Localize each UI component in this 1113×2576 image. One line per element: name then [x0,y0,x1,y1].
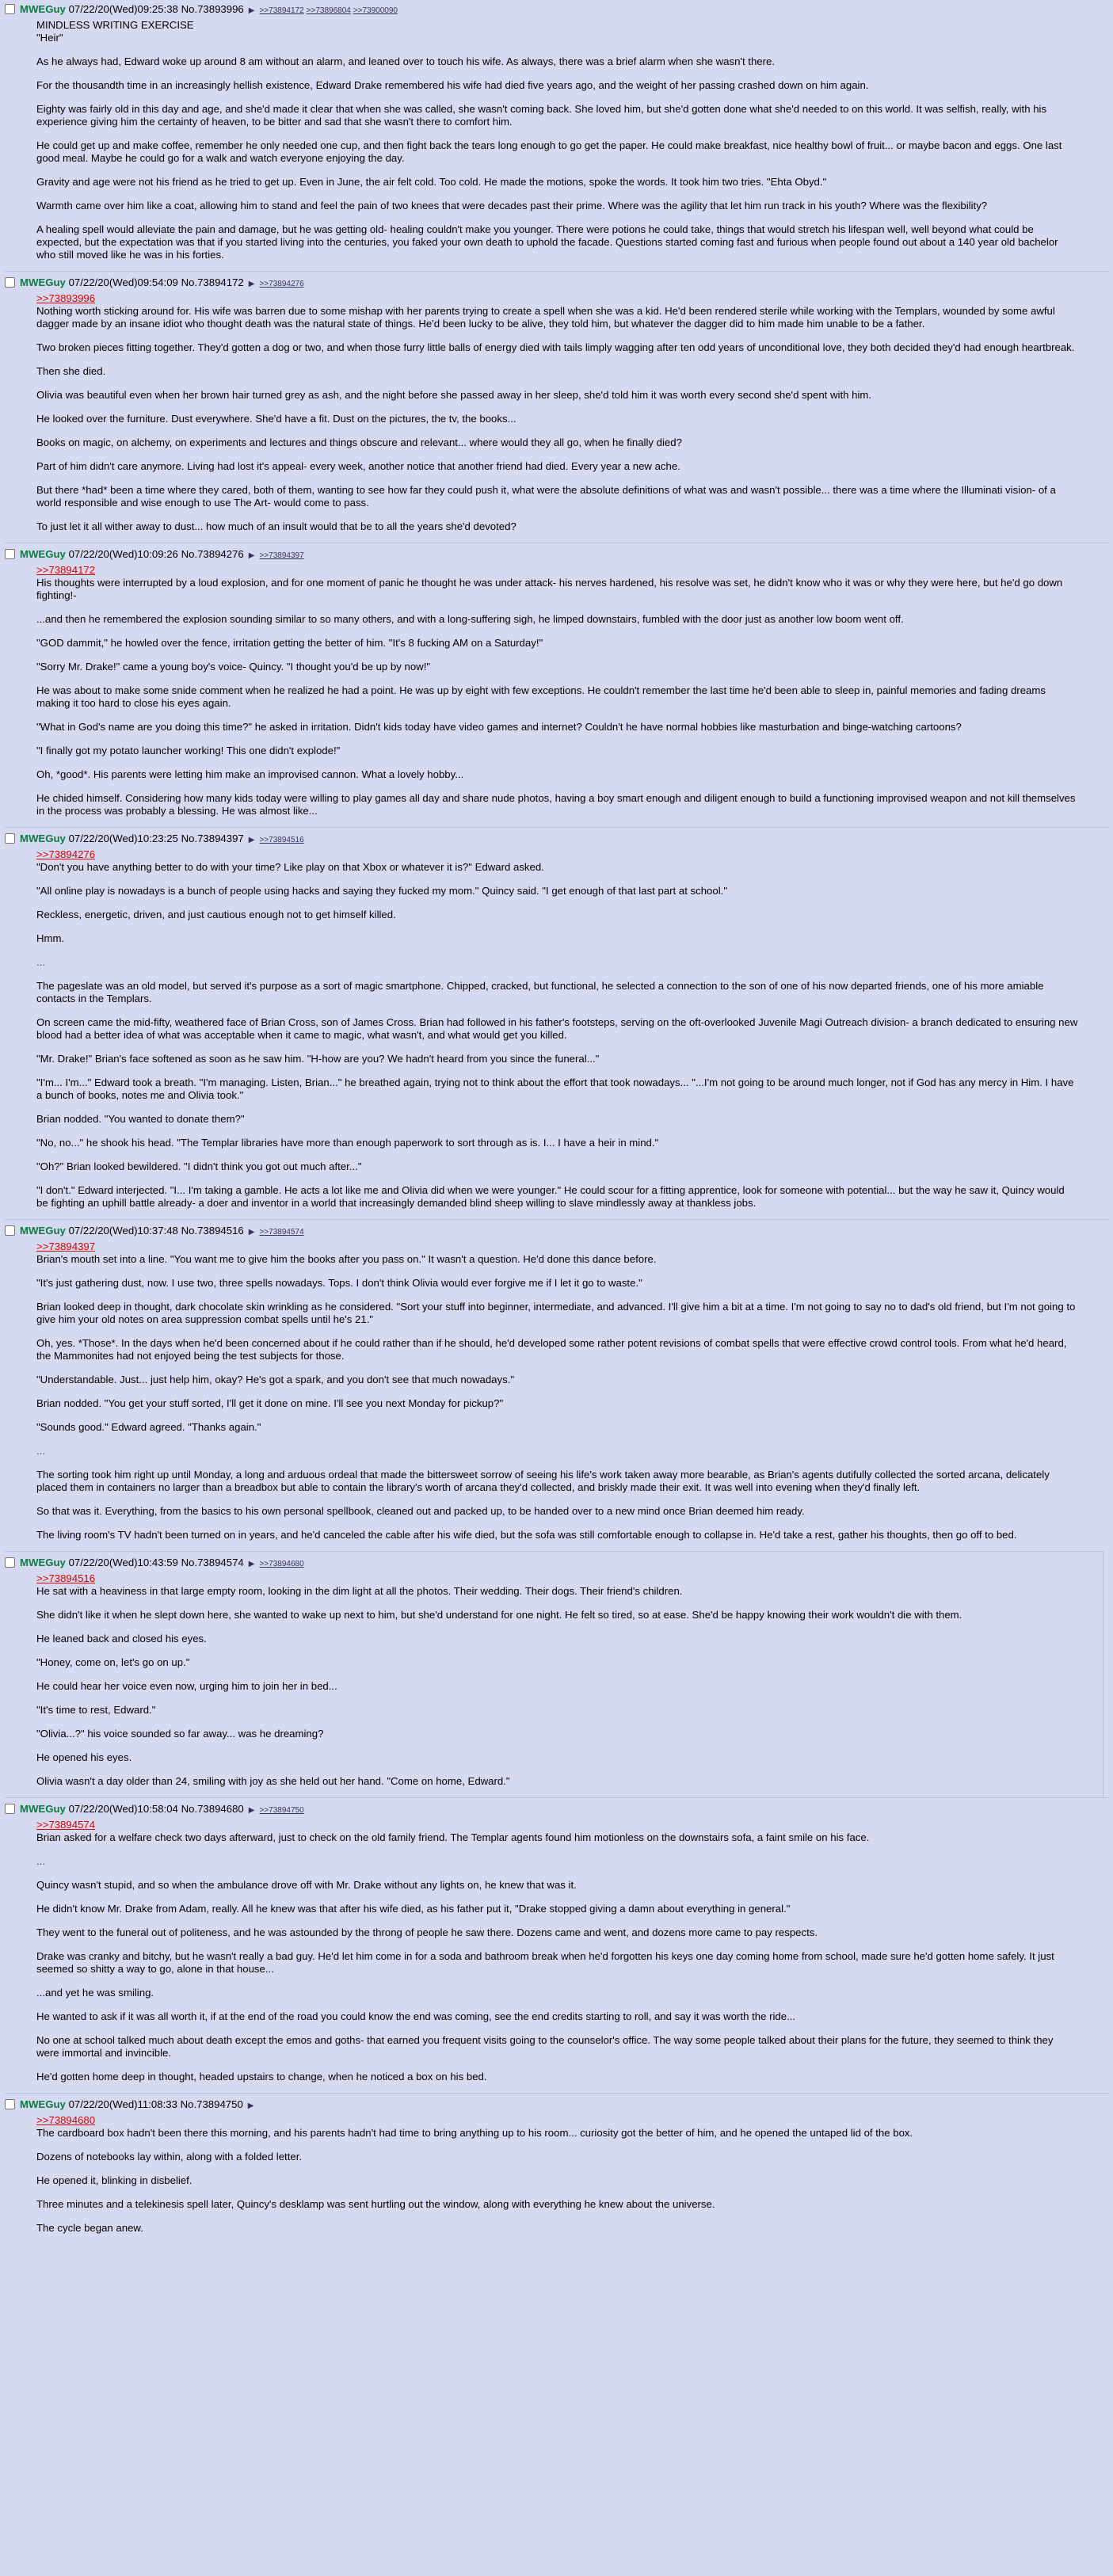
post-info [5,2097,1110,2113]
post-message [36,291,1078,533]
paragraph: Brian nodded. "You wanted to donate them?" [36,1113,245,1125]
post-message [36,1817,1078,2083]
poster-name: MWEGuy [20,3,66,15]
triangle-right-icon[interactable]: ▶ [248,836,255,844]
poster-name: MWEGuy [20,548,66,560]
message-line: MINDLESS WRITING EXERCISE [36,19,194,31]
paragraph: Olivia wasn't a day older than 24, smiling with joy as she held out her hand. "Come on home, Edward." [36,1775,510,1787]
scene-break: ... [36,956,45,968]
backlink[interactable]: >>73894397 [259,551,304,560]
reply-post [5,1219,1110,1551]
paragraph: He leaned back and closed his eyes. [36,1633,207,1644]
paragraph: "Olivia...?" his voice sounded so far away... was he dreaming? [36,1728,324,1740]
reply-post [5,271,1110,543]
paragraph: "It's just gathering dust, now. I use two, three spells nowadays. Tops. I don't think Olivia would ever forgive me if I let it go to waste." [36,1277,642,1289]
paragraph: The cardboard box hadn't been there this morning, and his parents hadn't had time to bring anything up to his room... curiosity got the better of him, and he opened the untaped lid of the box. [36,2127,913,2139]
reply-post [5,827,1110,1219]
paragraph: "Understandable. Just... just help him, okay? He's got a spark, and you don't see that much nowadays." [36,1374,515,1385]
quote-link[interactable]: >>73893996 [36,292,96,304]
paragraph: "I'm... I'm..." Edward took a breath. "I'm managing. Listen, Brian..." he breathed again, trying not to think about the effort that took nowadays... "...I'm not going to be around much longer, not if God has any mercy in Him. I have a bunch of books, notes me and Olivia took." [36,1077,1074,1101]
paragraph: "Don't you have anything better to do with your time? Like play on that Xbox or whatever it is?" Edward asked. [36,861,544,873]
triangle-right-icon[interactable]: ▶ [248,6,255,15]
post-number-link[interactable]: No.73894397 [181,833,244,844]
paragraph: Eighty was fairly old in this day and age, and she'd made it clear that when she was called, she wasn't coming back. She loved him, but she'd gotten done what she'd needed to on this world. It was selfish, really, with his experience giving him the certainty of heaven, to be bitter and sad that she wasn't there to comfort him. [36,103,1047,128]
paragraph: Books on magic, on alchemy, on experiments and lectures and things obscure and relevant... where would they all go, when he finally died? [36,436,682,448]
paragraph: "Honey, come on, let's go on up." [36,1656,190,1668]
poster-name: MWEGuy [20,833,66,844]
checkbox-icon[interactable] [5,4,15,14]
checkbox-icon[interactable] [5,833,15,844]
post-info [5,547,1110,562]
poster-name: MWEGuy [20,276,66,288]
post-datetime: 07/22/20(Wed)09:25:38 [68,3,178,15]
post-message [36,562,1078,817]
paragraph: Gravity and age were not his friend as he tried to get up. Even in June, the air felt cold. Too cold. He made the motions, spoke the words. It took him two tries. "Ehta Obyd." [36,176,827,188]
paragraph: He was about to make some snide comment when he realized he had a point. He was up by eight with few exceptions. He couldn't remember the last time he'd been able to sleep in, painful memories and fading dreams making it too hard to close his eyes again. [36,684,1046,709]
triangle-right-icon[interactable]: ▶ [248,1228,255,1237]
post-datetime: 07/22/20(Wed)09:54:09 [68,276,178,288]
paragraph: "All online play is nowadays is a bunch of people using hacks and saying they fucked my mom." Quincy said. "I get enough of that last part at school." [36,885,728,897]
paragraph: He opened his eyes. [36,1751,132,1763]
checkbox-icon[interactable] [5,1804,15,1814]
paragraph: Quincy wasn't stupid, and so when the ambulance drove off with Mr. Drake without any lights on, he knew that was it. [36,1879,577,1891]
quote-link[interactable]: >>73894574 [36,1819,96,1831]
paragraph: ...and then he remembered the explosion sounding similar to so many others, and with a long-suffering sigh, he limped downstairs, fumbled with the door just as another low boom went off. [36,613,904,625]
paragraph: Nothing worth sticking around for. His wife was barren due to some mishap with her parents trying to create a spell when she was a kid. He'd been rendered sterile while working with the Templars, wounded by some awful dagger made by an insane idiot who thought death was the natural state of things. He'd been lucky to be alive, they told him, but whatever the dagger did to him made him unable to be a father. [36,305,1055,330]
paragraph: Brian looked deep in thought, dark chocolate skin wrinkling as he considered. "Sort your stuff into beginner, intermediate, and advanced. I'll give him a bit at a time. I'm not going to say no to dad's old friend, but I'm not going to give him your old notes on area suppression combat spells until he's 21." [36,1301,1076,1325]
paragraph: Hmm. [36,932,65,944]
backlink[interactable]: >>73894680 [259,1560,304,1568]
paragraph: No one at school talked much about death except the emos and goths- that earned you frequent visits going to the counselor's office. The way some people talked about their plans for the future, they seemed to think they were immortal and invincible. [36,2034,1054,2059]
checkbox-icon[interactable] [5,2099,15,2109]
paragraph: He could get up and make coffee, remember he only needed one cup, and then fight back the tears long enough to go get the paper. He could make breakfast, nice healthy bowl of fruit... or maybe bacon and eggs. One last good meal. Maybe he could go for a walk and watch everyone enjoying the day. [36,139,1062,164]
post-info [5,1801,1110,1817]
poster-name: MWEGuy [20,2098,66,2110]
poster-name: MWEGuy [20,1557,66,1568]
post-number-link[interactable]: No.73893996 [181,3,244,15]
post-info [5,1223,1110,1239]
paragraph: "Oh?" Brian looked bewildered. "I didn't think you got out much after..." [36,1160,362,1172]
paragraph: "It's time to rest, Edward." [36,1704,156,1716]
backlink[interactable]: >>73894276 [259,280,304,288]
paragraph: "No, no..." he shook his head. "The Templar libraries have more than enough paperwork to sort through as is. I... I have a heir in mind." [36,1137,659,1149]
post-number-link[interactable]: No.73894276 [181,548,244,560]
paragraph: He sat with a heaviness in that large empty room, looking in the dim light at all the photos. Their wedding. Their dogs. Their friend's children. [36,1585,683,1597]
backlink[interactable]: >>73894750 [259,1806,304,1815]
backlink[interactable]: >>73894574 [259,1228,304,1237]
paragraph: He didn't know Mr. Drake from Adam, really. All he knew was that after his wife died, as his father put it, "Drake stopped giving a damn about everything in general." [36,1903,791,1915]
paragraph: "Mr. Drake!" Brian's face softened as soon as he saw him. "H-how are you? We hadn't heard from you since the funeral..." [36,1053,600,1065]
paragraph: "Sorry Mr. Drake!" came a young boy's voice- Quincy. "I thought you'd be up by now!" [36,661,431,673]
paragraph: They went to the funeral out of politeness, and he was astounded by the throng of people he saw there. Dozens came and went, and dozens more came to pay respects. [36,1926,818,1938]
paragraph: To just let it all wither away to dust... how much of an insult would that be to all the years she'd devoted? [36,520,516,532]
op-post [5,2,1110,271]
paragraph: "I don't." Edward interjected. "I... I'm taking a gamble. He acts a lot like me and Olivia did when we were younger." He could scour for a fitting apprentice, look for someone with potential... but the way he saw it, Quincy would be fighting an uphill battle already- a doer and inventor in a world that increasingly demanded blind sheep willing to slave mindlessly away at thankless jobs. [36,1184,1065,1209]
triangle-right-icon[interactable]: ▶ [248,551,255,560]
triangle-right-icon[interactable]: ▶ [247,2102,254,2110]
triangle-right-icon[interactable]: ▶ [248,1806,255,1815]
checkbox-icon[interactable] [5,1557,15,1568]
paragraph: "Sounds good." Edward agreed. "Thanks again." [36,1421,261,1433]
quote-link[interactable]: >>73894276 [36,848,96,860]
checkbox-icon[interactable] [5,549,15,559]
paragraph: He'd gotten home deep in thought, headed upstairs to change, when he noticed a box on his bed. [36,2071,487,2083]
post-message [36,847,1078,1210]
paragraph: His thoughts were interrupted by a loud explosion, and for one moment of panic he thought he was under attack- his nerves hardened, his resolve was set, he didn't know who it was or why they were here, but he'd go down fighting!- [36,577,1063,601]
paragraph: A healing spell would alleviate the pain and damage, but he was getting old- healing couldn't make you younger. There were potions he could take, things that would stretch his lifespan well, well beyond what could be expected, but the expectation was that if you started living into the centuries, you faked your own death to uphold the facade. Questions started coming fast and furious when people found out about a 140 year old bachelor who still moved like he was in his forties. [36,223,1058,261]
quote-link[interactable]: >>73894516 [36,1572,96,1584]
paragraph: On screen came the mid-fifty, weathered face of Brian Cross, son of James Cross. Brian had followed in his father's footsteps, serving on the oft-overlooked Juvenile Magi Outreach division- a branch dedicated to ensuring new blood had a better idea of what was acceptable when it came to magic, what wasn't, and what would get you killed. [36,1016,1078,1041]
paragraph: Reckless, energetic, driven, and just cautious enough not to get himself killed. [36,909,396,920]
scene-break: ... [36,1855,45,1867]
paragraph: Brian nodded. "You get your stuff sorted, I'll get it done on mine. I'll see you next Monday for pickup?" [36,1397,504,1409]
post-message [36,1239,1078,1541]
post-datetime: 07/22/20(Wed)10:37:48 [68,1225,178,1237]
paragraph: Three minutes and a telekinesis spell later, Quincy's desklamp was sent hurtling out the window, along with everything he knew about the universe. [36,2198,715,2210]
post-datetime: 07/22/20(Wed)11:08:33 [68,2098,177,2110]
paragraph: "I finally got my potato launcher working! This one didn't explode!" [36,745,341,756]
paragraph: He opened it, blinking in disbelief. [36,2174,192,2186]
backlink[interactable]: >>73896804 [306,6,351,15]
paragraph: Olivia was beautiful even when her brown hair turned grey as ash, and the night before she passed away in her sleep, she'd told him it was worth every second she'd spent with him. [36,389,872,401]
paragraph: Drake was cranky and bitchy, but he wasn't really a bad guy. He'd let him come in for a soda and bathroom break when he'd forgotten his keys one day coming home from school, made sure he'd gotten home safely. It just seemed so shitty a way to go, alone in that house... [36,1950,1054,1975]
paragraph: Part of him didn't care anymore. Living had lost it's appeal- every week, another notice that another friend had died. Every year a new ache. [36,460,680,472]
paragraph: The sorting took him right up until Monday, a long and arduous ordeal that made the bittersweet sorrow of seeing his life's work taken away more bearable, as Brian's agents dutifully collected the sorted arcana, delicately placed them in containers no larger than a breadbox but able to contain the library's worth of arcana they'd collected, and briskly made their exit. It was well into evening when they'd finally left. [36,1469,1050,1493]
checkbox-icon[interactable] [5,277,15,288]
post-datetime: 07/22/20(Wed)10:43:59 [68,1557,178,1568]
paragraph: He looked over the furniture. Dust everywhere. She'd have a fit. Dust on the pictures, the tv, the books... [36,413,516,425]
paragraph: Oh, *good*. His parents were letting him make an improvised cannon. What a lovely hobby... [36,768,464,780]
paragraph: Warmth came over him like a coat, allowing him to stand and feel the pain of two knees that were decades past their prime. Where was the agility that let him run track in his youth? Where was the flexibility? [36,200,988,211]
reply-post [5,1551,1103,1797]
paragraph: He chided himself. Considering how many kids today were willing to play games all day and share nude photos, having a boy smart enough and diligent enough to build a functioning improvised weapon and not kill themselves in the process was probably a blessing. He was almost like... [36,792,1076,817]
post-number-link[interactable]: No.73894750 [180,2098,243,2110]
reply-post [5,543,1110,827]
backlink[interactable]: >>73894516 [259,836,304,844]
paragraph: ...and yet he was smiling. [36,1987,154,1999]
paragraph: Brian's mouth set into a line. "You want me to give him the books after you pass on." It wasn't a question. He'd done this dance before. [36,1253,657,1265]
paragraph: So that was it. Everything, from the basics to his own personal spellbook, cleaned out and packed up, to be handed over to a new mind once Brian deemed him ready. [36,1505,805,1517]
reply-post [5,2093,1110,2244]
paragraph: Two broken pieces fitting together. They'd gotten a dog or two, and when those furry little balls of energy died with tails limply wagging after ten odd years of unconditional love, they both decided they'd had enough heartbreak. [36,341,1075,353]
message-line: "Heir" [36,32,63,44]
paragraph: "What in God's name are you doing this time?" he asked in irritation. Didn't kids today have video games and internet? Couldn't he have normal hobbies like masturbation and binge-watching cartoons? [36,721,962,733]
paragraph: The living room's TV hadn't been turned on in years, and he'd canceled the cable after his wife died, but the sofa was still comfortable enough to collapse in. He'd take a rest, gather his thoughts, then go off to bed. [36,1529,1017,1541]
quote-link[interactable]: >>73894172 [36,564,96,576]
paragraph: Then she died. [36,365,106,377]
post-datetime: 07/22/20(Wed)10:23:25 [68,833,178,844]
post-info [5,2,1110,17]
paragraph: As he always had, Edward woke up around 8 am without an alarm, and leaned over to touch his wife. As always, there was a brief alarm when she wasn't there. [36,55,776,67]
backlink[interactable]: >>73894172 [259,6,304,15]
post-message [36,17,1078,261]
post-datetime: 07/22/20(Wed)10:09:26 [68,548,178,560]
triangle-right-icon[interactable]: ▶ [248,1560,255,1568]
post-number-link[interactable]: No.73894172 [181,276,244,288]
poster-name: MWEGuy [20,1225,66,1237]
paragraph: He wanted to ask if it was all worth it, if at the end of the road you could know the end was coming, see the end credits starting to roll, and say it was worth the ride... [36,2010,796,2022]
paragraph: He could hear her voice even now, urging him to join her in bed... [36,1680,337,1692]
triangle-right-icon[interactable]: ▶ [248,280,255,288]
paragraph: Dozens of notebooks lay within, along with a folded letter. [36,2151,303,2163]
poster-name: MWEGuy [20,1803,66,1815]
post-info [5,275,1110,291]
post-number-link[interactable]: No.73894574 [181,1557,244,1568]
paragraph: She didn't like it when he slept down here, she wanted to wake up next to him, but she'd understand for one night. He felt so tired, so at ease. She'd be happy knowing their work wouldn't die with them. [36,1609,962,1621]
paragraph: The cycle began anew. [36,2222,143,2234]
quote-link[interactable]: >>73894397 [36,1240,96,1252]
quote-link[interactable]: >>73894680 [36,2114,96,2126]
backlink[interactable]: >>73900090 [353,6,398,15]
paragraph: Oh, yes. *Those*. In the days when he'd been concerned about if he could rather than if he should, he'd developed some rather potent revisions of combat spells that were effective crowd control tools. From what he'd heard, the Mammonites had not enjoyed being the test subjects for those. [36,1337,1067,1362]
paragraph: "GOD dammit," he howled over the fence, irritation getting the better of him. "It's 8 fucking AM on a Saturday!" [36,637,543,649]
checkbox-icon[interactable] [5,1225,15,1236]
post-info [5,831,1110,847]
paragraph: Brian asked for a welfare check two days afterward, just to check on the old family friend. The Templar agents found him motionless on the downstairs sofa, a faint smile on his face. [36,1831,870,1843]
reply-post [5,1797,1110,2093]
post-number-link[interactable]: No.73894680 [181,1803,244,1815]
paragraph: For the thousandth time in an increasingly hellish existence, Edward Drake remembered his wife had died five years ago, and the weight of her passing crashed down on him again. [36,79,869,91]
paragraph: But there *had* been a time where they cared, both of them, wanting to see how far they could push it, what were the absolute definitions of what was and wasn't possible... there was a time where the Illuminati vision- of a world responsible and wise enough to use The Art- would come to pass. [36,484,1056,509]
post-message [36,1571,1071,1788]
post-message [36,2113,1078,2235]
scene-break: ... [36,1445,45,1457]
post-number-link[interactable]: No.73894516 [181,1225,244,1237]
paragraph: The pageslate was an old model, but served it's purpose as a sort of magic smartphone. Chipped, cracked, but functional, he selected a connection to the son of one of his now departed friends, one of his more amiable contacts in the Templars. [36,980,1044,1004]
post-info [5,1555,1103,1571]
post-datetime: 07/22/20(Wed)10:58:04 [68,1803,178,1815]
